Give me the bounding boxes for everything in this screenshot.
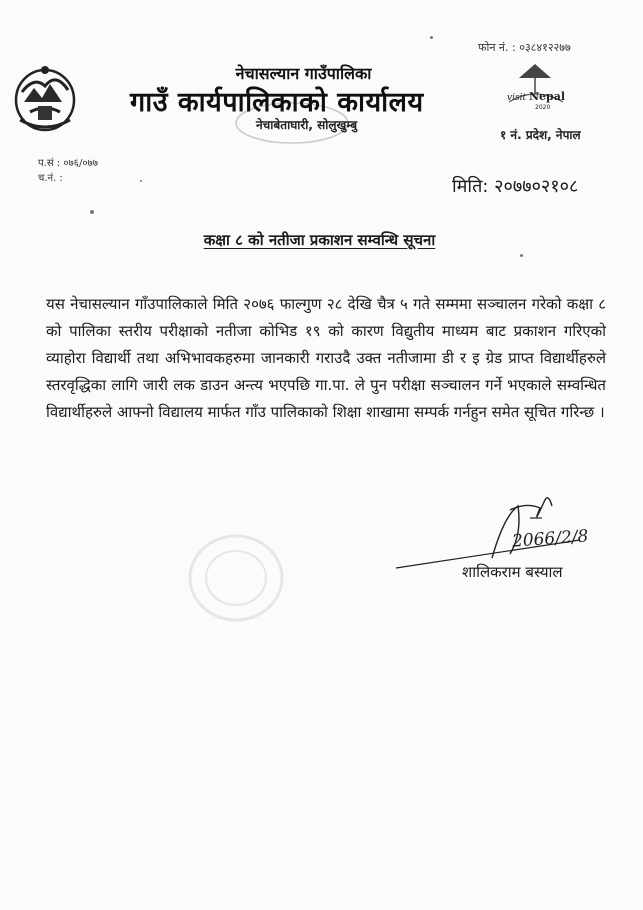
notice-date: मिति: २०७७०२१०८ — [452, 176, 579, 197]
scan-speck — [520, 254, 523, 257]
office-title: गाउँ कार्यपालिकाको कार्यालय — [130, 87, 424, 118]
visit-nepal-logo-icon — [505, 60, 567, 112]
letter-number: प.सं : ०७६/०७७ — [38, 158, 98, 169]
signatory-name: शालिकराम बस्याल — [462, 563, 563, 581]
scan-speck — [140, 180, 142, 182]
reference-block — [38, 156, 98, 186]
scan-speck — [430, 36, 433, 39]
faded-seal-icon — [186, 532, 286, 624]
municipality-name: नेचासल्यान गाउँपालिका — [235, 64, 372, 83]
svg-text:visit: visit — [507, 93, 527, 103]
phone-number: फोन नं. : ०३८४१२२७७ — [478, 41, 571, 54]
svg-text:2020: 2020 — [535, 104, 551, 111]
svg-text:Nepal: Nepal — [529, 90, 566, 103]
office-address: नेचाबेताघारी, सोलुखुम्बु — [256, 118, 358, 132]
dispatch-number: च.नं. : — [38, 173, 63, 184]
scan-speck — [90, 210, 94, 214]
province-label: १ नं. प्रदेश, नेपाल — [500, 128, 581, 142]
signature-date: 2066/2/8 — [511, 526, 589, 552]
notice-subject: कक्षा ८ को नतीजा प्रकाशन सम्वन्धि सूचना — [203, 231, 436, 249]
notice-body: यस नेचासल्यान गाँउपालिकाले मिति २०७६ फाल्गुण २८ देखि चैत्र ५ गते सम्ममा सञ्चालन गरेको कक्षा ८ को पालिका स्तरीय परीक्षाको नतीजा कोभिड १९ को कारण विद्युतीय माध्यम बाट प्रकाशन गरिएको व्याहोरा विद्यार्थी तथा अभिभावकहरुमा जानकारी गराउदै उक्त नतीजामा डी र इ ग्रेड प्राप्त विद्यार्थीहरुले स्तरवृद्धिका लागि जारी लक डाउन अन्त्य भएपछि गा.पा. ले पुन परीक्षा सञ्चालन गर्ने भएकाले सम्वन्धित विद्यार्थीहरुले आफ्नो विद्यालय मार्फत गाँउ पालिकाको शिक्षा शाखामा सम्पर्क गर्नहुन समेत सूचित गरिन्छ । — [46, 295, 606, 421]
